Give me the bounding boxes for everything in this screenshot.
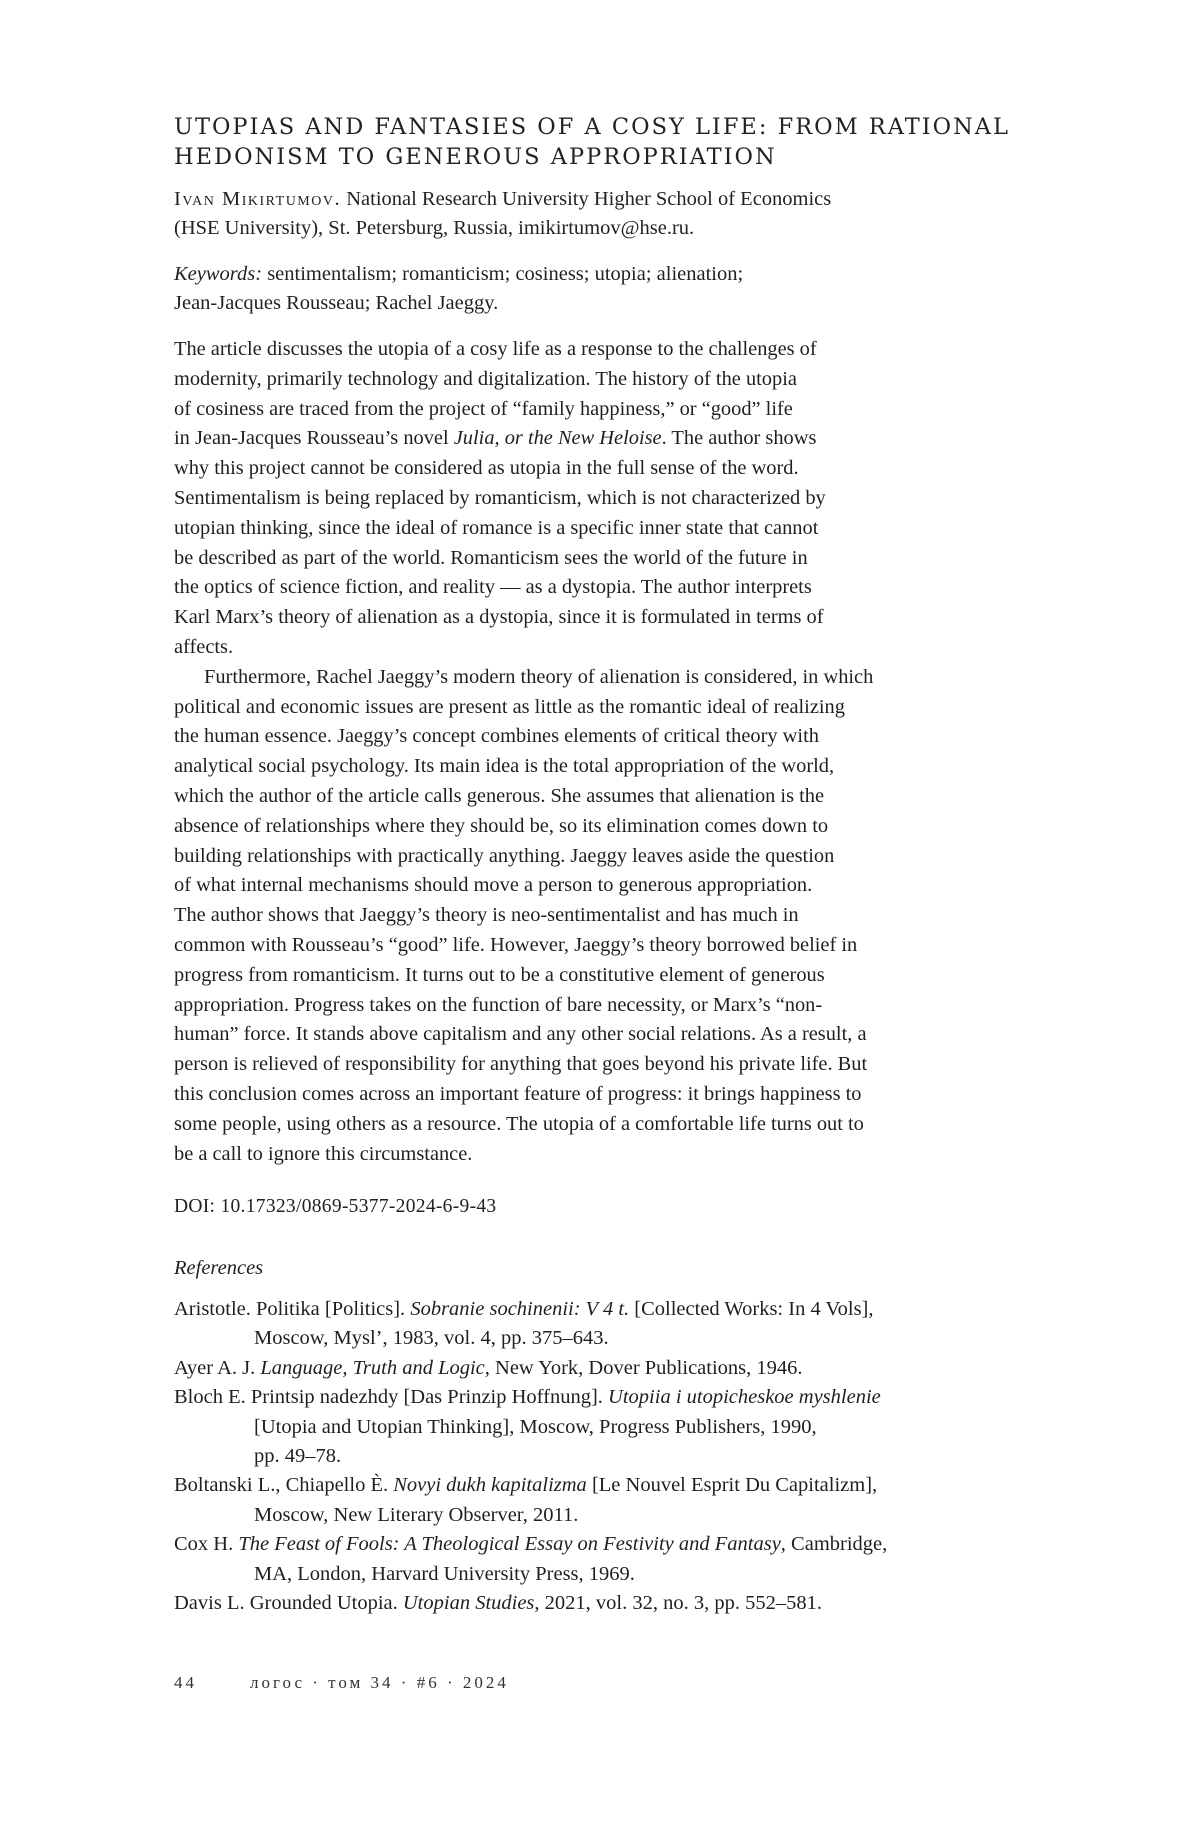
abstract-line: some people, using others as a resource. The utopia of a comfortable life turns out to xyxy=(174,1112,864,1135)
references-list xyxy=(174,1295,1034,1618)
abstract-line: modernity, primarily technology and digitalization. The history of the utopia xyxy=(174,367,797,390)
reference-line xyxy=(174,1295,1034,1324)
abstract-line: Karl Marx’s theory of alienation as a dystopia, since it is formulated in terms of xyxy=(174,606,824,629)
reference-text: Aristotle. Politika [Politics]. xyxy=(174,1298,411,1320)
abstract-text: . The author shows xyxy=(661,427,817,450)
reference-text: [Le Nouvel Esprit Du Capitalizm], xyxy=(586,1474,878,1497)
reference-text: Cox H. xyxy=(174,1533,239,1556)
keywords-block xyxy=(174,260,1034,318)
abstract-line: building relationships with practically anything. Jaeggy leaves aside the question xyxy=(174,844,835,867)
title-line: UTOPIAS AND FANTASIES OF A COSY LIFE: FROM RATIONAL xyxy=(174,114,1010,140)
abstract-line: utopian thinking, since the ideal of romance is a specific inner state that cannot xyxy=(174,516,819,539)
keywords-text-cont: Jean-Jacques Rousseau; Rachel Jaeggy. xyxy=(174,292,499,314)
abstract-line: of what internal mechanisms should move a person to generous appropriation. xyxy=(174,874,813,897)
abstract-line: person is relieved of responsibility for anything that goes beyond his private life. But xyxy=(174,1053,868,1076)
author-name: Ivan Mikirtumov. xyxy=(174,188,342,210)
reference-text: Boltanski L., Chiapello È. xyxy=(174,1474,394,1497)
reference-text: , Cambridge, xyxy=(780,1533,888,1556)
reference-line: [Utopia and Utopian Thinking], Moscow, Progress Publishers, 1990, xyxy=(254,1415,817,1438)
abstract-line: The article discusses the utopia of a cosy life as a response to the challenges of xyxy=(174,338,817,360)
novel-title: Julia, or the New Heloise xyxy=(453,427,662,450)
abstract-line: which the author of the article calls generous. She assumes that alienation is the xyxy=(174,784,825,807)
references-heading: References xyxy=(174,1257,264,1279)
reference-item xyxy=(174,1383,1034,1471)
abstract-line: why this project cannot be considered as utopia in the full sense of the word. xyxy=(174,457,799,480)
keywords-label: Keywords: xyxy=(174,263,263,285)
reference-item xyxy=(174,1471,1034,1530)
article-title xyxy=(174,112,1034,172)
author-block xyxy=(174,185,1034,243)
abstract-text: in Jean-Jacques Rousseau’s novel xyxy=(174,427,454,450)
abstract-line: this conclusion comes across an important feature of progress: it brings happiness to xyxy=(174,1082,862,1105)
page-footer xyxy=(174,1673,509,1693)
reference-line xyxy=(174,1383,1034,1412)
abstract-paragraph-2 xyxy=(174,663,1034,1170)
reference-text: [Collected Works: In 4 Vols], xyxy=(629,1298,874,1320)
abstract-line: affects. xyxy=(174,635,234,658)
reference-title: Utopiia i utopicheskoe myshlenie xyxy=(608,1386,881,1409)
abstract-line: the human essence. Jaeggy’s concept combines elements of critical theory with xyxy=(174,725,819,748)
reference-line xyxy=(174,1471,1034,1500)
reference-item xyxy=(174,1354,1034,1383)
abstract-line: be described as part of the world. Romanticism sees the world of the future in xyxy=(174,546,808,569)
author-affiliation: National Research University Higher School of Economics xyxy=(346,188,832,210)
title-line: HEDONISM TO GENEROUS APPROPRIATION xyxy=(174,144,777,170)
doi[interactable]: DOI: 10.17323/0869-5377-2024-6-9-43 xyxy=(174,1196,497,1217)
reference-line xyxy=(174,1530,1034,1559)
reference-title: The Feast of Fools: A Theological Essay on Festivity and Fantasy xyxy=(238,1533,781,1556)
reference-title: Sobranie sochinenii: V 4 t. xyxy=(410,1298,630,1320)
abstract xyxy=(174,335,1034,1169)
reference-title: Utopian Studies xyxy=(402,1592,535,1615)
reference-item xyxy=(174,1295,1034,1354)
reference-text: , New York, Dover Publications, 1946. xyxy=(484,1356,803,1379)
abstract-line: the optics of science fiction, and reality — as a dystopia. The author interprets xyxy=(174,576,812,599)
abstract-line: common with Rousseau’s “good” life. However, Jaeggy’s theory borrowed belief in xyxy=(174,933,858,956)
abstract-line xyxy=(174,424,1034,454)
keywords-line xyxy=(174,260,1034,289)
page-number: 44 xyxy=(174,1673,197,1692)
abstract-line: human” force. It stands above capitalism and any other social relations. As a result, a xyxy=(174,1023,867,1046)
abstract-line: appropriation. Progress takes on the function of bare necessity, or Marx’s “non- xyxy=(174,993,823,1016)
reference-text: , 2021, vol. 32, no. 3, pp. 552–581. xyxy=(534,1592,822,1615)
abstract-line: The author shows that Jaeggy’s theory is neo-sentimentalist and has much in xyxy=(174,904,799,927)
reference-line: pp. 49–78. xyxy=(254,1445,342,1468)
reference-text: Bloch E. Printsip nadezhdy [Das Prinzip Hoffnung]. xyxy=(174,1386,609,1409)
reference-text: Ayer A. J. xyxy=(174,1356,261,1379)
reference-line xyxy=(174,1589,1034,1618)
author-line xyxy=(174,185,1034,214)
abstract-line: analytical social psychology. Its main idea is the total appropriation of the world, xyxy=(174,755,835,778)
reference-line: MA, London, Harvard University Press, 1969. xyxy=(254,1562,635,1585)
reference-line xyxy=(174,1354,1034,1383)
reference-text: Davis L. Grounded Utopia. xyxy=(174,1592,403,1615)
abstract-paragraph-1 xyxy=(174,335,1034,663)
author-affiliation-cont: (HSE University), St. Petersburg, Russia, imikirtumov@hse.ru. xyxy=(174,217,695,239)
abstract-line: be a call to ignore this circumstance. xyxy=(174,1142,473,1165)
reference-item xyxy=(174,1530,1034,1589)
abstract-line: Furthermore, Rachel Jaeggy’s modern theory of alienation is considered, in which xyxy=(204,665,874,688)
abstract-line: Sentimentalism is being replaced by romanticism, which is not characterized by xyxy=(174,486,826,509)
reference-title: Novyi dukh kapitalizma xyxy=(393,1474,587,1497)
abstract-line: absence of relationships where they should be, so its elimination comes down to xyxy=(174,814,829,837)
abstract-line: progress from romanticism. It turns out to be a constitutive element of generous xyxy=(174,963,825,986)
keywords-text: sentimentalism; romanticism; cosiness; utopia; alienation; xyxy=(267,263,744,285)
reference-item xyxy=(174,1589,1034,1618)
journal-running-footer: логос · том 34 · #6 · 2024 xyxy=(250,1673,509,1692)
reference-line: Moscow, Mysl’, 1983, vol. 4, pp. 375–643. xyxy=(254,1327,609,1350)
abstract-line: political and economic issues are present as little as the romantic ideal of realizing xyxy=(174,695,845,718)
reference-line: Moscow, New Literary Observer, 2011. xyxy=(254,1503,579,1526)
abstract-line: of cosiness are traced from the project of “family happiness,” or “good” life xyxy=(174,397,793,420)
reference-title: Language, Truth and Logic xyxy=(260,1356,485,1379)
